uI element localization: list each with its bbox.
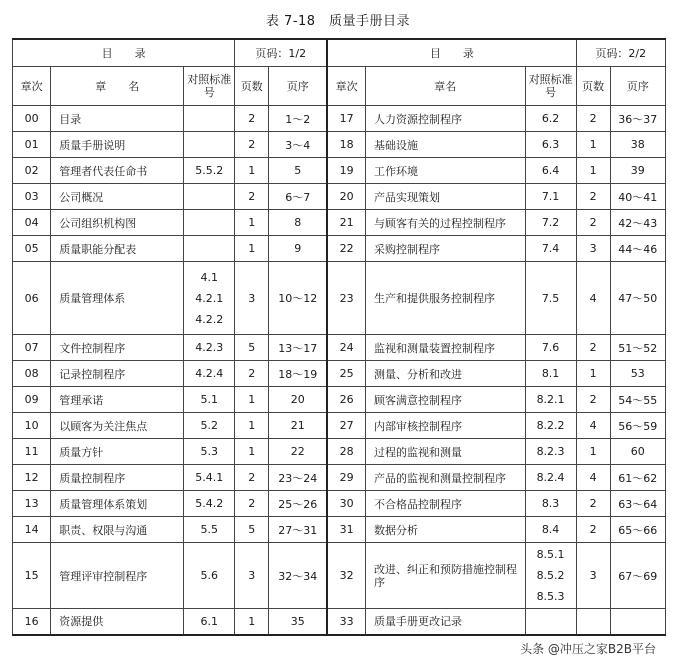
left-page-code: 页码：1/2 [235,39,328,67]
left-page-range: 21 [269,413,328,439]
left-chapter-name: 质量方针 [51,439,184,465]
right-section-label: 目 录 [327,39,576,67]
left-page-range: 6～7 [269,184,328,210]
left-page-range: 3～4 [269,132,328,158]
right-page-count: 1 [576,132,610,158]
right-standard-ref: 8.2.2 [525,413,576,439]
left-chapter-no: 05 [13,236,51,262]
left-standard-ref [184,132,235,158]
table-row [13,262,666,335]
left-page-count: 2 [235,132,269,158]
right-chapter-name: 与顾客有关的过程控制程序 [366,210,526,236]
right-chapter-name: 改进、纠正和预防措施控制程序 [366,543,526,609]
left-chapter-no: 08 [13,361,51,387]
right-page-count: 3 [576,543,610,609]
left-page-count: 2 [235,465,269,491]
left-page-count: 1 [235,158,269,184]
table-row [13,517,666,543]
right-page-range: 38 [610,132,665,158]
table-row [13,413,666,439]
right-chapter-name: 数据分析 [366,517,526,543]
left-chapter-no: 00 [13,106,51,132]
col-pages: 页数 [235,67,269,106]
left-chapter-name: 质量管理体系 [51,262,184,335]
left-standard-ref [184,106,235,132]
col-page-range: 页序 [610,67,665,106]
right-standard-ref: 7.1 [525,184,576,210]
left-chapter-name: 质量管理体系策划 [51,491,184,517]
left-page-count: 1 [235,236,269,262]
right-standard-ref: 7.4 [525,236,576,262]
left-page-range: 18～19 [269,361,328,387]
left-page-count: 1 [235,609,269,635]
standard-ref-item: 4.1 [200,270,218,284]
right-chapter-name: 过程的监视和测量 [366,439,526,465]
right-page-count: 2 [576,491,610,517]
col-pages: 页数 [576,67,610,106]
left-chapter-no: 03 [13,184,51,210]
toc-table [12,38,666,636]
right-page-count: 1 [576,439,610,465]
right-page-code: 页码：2/2 [576,39,665,67]
header-row-columns [13,67,666,106]
right-standard-ref [525,543,576,609]
right-chapter-no: 23 [327,262,365,335]
left-chapter-no: 15 [13,543,51,609]
table-row [13,609,666,635]
left-page-range: 25～26 [269,491,328,517]
left-page-count: 3 [235,262,269,335]
right-chapter-name: 人力资源控制程序 [366,106,526,132]
right-standard-ref [525,609,576,635]
left-chapter-name: 质量手册说明 [51,132,184,158]
right-standard-ref: 8.1 [525,361,576,387]
left-page-range: 35 [269,609,328,635]
left-chapter-name: 质量控制程序 [51,465,184,491]
right-chapter-name: 基础设施 [366,132,526,158]
right-page-range: 44～46 [610,236,665,262]
right-chapter-no: 33 [327,609,365,635]
right-page-count: 2 [576,517,610,543]
right-standard-ref: 6.2 [525,106,576,132]
left-chapter-name: 管理者代表任命书 [51,158,184,184]
left-standard-ref: 5.5 [184,517,235,543]
left-page-count: 1 [235,210,269,236]
watermark: 头条 @冲压之家B2B平台 [514,638,662,659]
left-standard-ref: 4.2.4 [184,361,235,387]
right-chapter-no: 24 [327,335,365,361]
right-standard-ref: 7.2 [525,210,576,236]
table-row [13,491,666,517]
col-standard-ref: 对照标准号 [525,67,576,106]
left-standard-ref: 5.1 [184,387,235,413]
left-standard-ref [184,184,235,210]
col-standard-ref: 对照标准号 [184,67,235,106]
left-chapter-no: 04 [13,210,51,236]
left-standard-ref: 5.6 [184,543,235,609]
left-standard-ref: 5.3 [184,439,235,465]
right-chapter-no: 29 [327,465,365,491]
left-chapter-no: 01 [13,132,51,158]
left-chapter-name: 管理评审控制程序 [51,543,184,609]
right-chapter-name: 监视和测量装置控制程序 [366,335,526,361]
left-page-range: 5 [269,158,328,184]
left-section-label: 目 录 [13,39,235,67]
right-chapter-no: 20 [327,184,365,210]
left-chapter-no: 11 [13,439,51,465]
right-standard-ref: 6.4 [525,158,576,184]
standard-ref-item: 4.2.2 [195,312,224,326]
right-page-range: 54～55 [610,387,665,413]
left-chapter-name: 以顾客为关注焦点 [51,413,184,439]
right-page-count: 2 [576,335,610,361]
left-standard-ref [184,236,235,262]
left-chapter-no: 02 [13,158,51,184]
right-page-count: 1 [576,361,610,387]
right-chapter-name: 产品的监视和测量控制程序 [366,465,526,491]
table-row [13,361,666,387]
right-chapter-no: 30 [327,491,365,517]
right-page-range: 61～62 [610,465,665,491]
left-chapter-name: 公司概况 [51,184,184,210]
right-page-count: 4 [576,413,610,439]
table-row [13,465,666,491]
right-page-range: 53 [610,361,665,387]
left-chapter-no: 07 [13,335,51,361]
left-chapter-name: 文件控制程序 [51,335,184,361]
left-chapter-no: 12 [13,465,51,491]
right-page-count: 2 [576,106,610,132]
left-chapter-no: 14 [13,517,51,543]
right-chapter-name: 顾客满意控制程序 [366,387,526,413]
right-chapter-name: 内部审核控制程序 [366,413,526,439]
right-standard-ref: 7.5 [525,262,576,335]
standard-ref-item: 8.5.1 [536,548,565,561]
right-chapter-no: 32 [327,543,365,609]
left-page-count: 1 [235,439,269,465]
left-page-range: 9 [269,236,328,262]
right-standard-ref: 8.2.4 [525,465,576,491]
left-chapter-name: 管理承诺 [51,387,184,413]
left-chapter-name: 质量职能分配表 [51,236,184,262]
right-page-count: 4 [576,465,610,491]
right-chapter-no: 22 [327,236,365,262]
right-page-range: 40～41 [610,184,665,210]
left-page-count: 3 [235,543,269,609]
left-page-count: 2 [235,184,269,210]
right-page-range: 65～66 [610,517,665,543]
right-page-range: 63～64 [610,491,665,517]
left-page-range: 13～17 [269,335,328,361]
right-chapter-no: 19 [327,158,365,184]
right-page-range: 36～37 [610,106,665,132]
left-standard-ref: 5.2 [184,413,235,439]
left-page-count: 1 [235,413,269,439]
left-chapter-no: 13 [13,491,51,517]
left-standard-ref: 5.4.2 [184,491,235,517]
left-chapter-name: 职责、权限与沟通 [51,517,184,543]
col-chapter-name: 章 名 [51,67,184,106]
table-row [13,387,666,413]
right-page-range: 67～69 [610,543,665,609]
table-row [13,439,666,465]
right-page-count: 4 [576,262,610,335]
right-chapter-name: 生产和提供服务控制程序 [366,262,526,335]
left-page-count: 2 [235,106,269,132]
right-page-range: 60 [610,439,665,465]
right-page-count: 2 [576,387,610,413]
table-row [13,236,666,262]
left-standard-ref: 5.4.1 [184,465,235,491]
table-row [13,210,666,236]
right-page-range [610,609,665,635]
table-row [13,543,666,609]
right-page-range: 42～43 [610,210,665,236]
table-row [13,132,666,158]
standard-ref-item: 8.5.3 [536,590,565,603]
left-page-range: 20 [269,387,328,413]
left-standard-ref: 5.5.2 [184,158,235,184]
left-chapter-name: 公司组织机构图 [51,210,184,236]
left-page-range: 8 [269,210,328,236]
col-chapter-no: 章次 [13,67,51,106]
standard-ref-item: 4.2.1 [195,291,224,305]
right-page-range: 47～50 [610,262,665,335]
right-page-range: 56～59 [610,413,665,439]
table-row [13,158,666,184]
left-chapter-name: 目录 [51,106,184,132]
right-standard-ref: 8.2.3 [525,439,576,465]
right-standard-ref: 8.3 [525,491,576,517]
left-page-range: 1～2 [269,106,328,132]
left-page-count: 5 [235,335,269,361]
table-title: 表 7-18 质量手册目录 [265,14,411,29]
right-chapter-name: 质量手册更改记录 [366,609,526,635]
right-page-count: 2 [576,184,610,210]
left-page-range: 22 [269,439,328,465]
left-chapter-no: 09 [13,387,51,413]
right-page-count: 2 [576,210,610,236]
right-chapter-no: 25 [327,361,365,387]
col-page-range: 页序 [269,67,328,106]
right-chapter-no: 21 [327,210,365,236]
right-chapter-no: 18 [327,132,365,158]
left-standard-ref [184,210,235,236]
right-chapter-no: 26 [327,387,365,413]
left-chapter-name: 记录控制程序 [51,361,184,387]
left-standard-ref: 6.1 [184,609,235,635]
right-page-count [576,609,610,635]
header-row-section [13,39,666,67]
right-standard-ref: 8.4 [525,517,576,543]
right-chapter-name: 不合格品控制程序 [366,491,526,517]
col-chapter-no: 章次 [327,67,365,106]
table-row [13,106,666,132]
right-chapter-name: 产品实现策划 [366,184,526,210]
left-page-range: 32～34 [269,543,328,609]
right-page-count: 3 [576,236,610,262]
table-row [13,184,666,210]
right-chapter-no: 27 [327,413,365,439]
left-page-range: 27～31 [269,517,328,543]
left-chapter-no: 16 [13,609,51,635]
right-page-count: 1 [576,158,610,184]
left-page-count: 1 [235,387,269,413]
left-page-count: 5 [235,517,269,543]
left-standard-ref: 4.2.3 [184,335,235,361]
right-standard-ref: 6.3 [525,132,576,158]
right-chapter-name: 测量、分析和改进 [366,361,526,387]
left-page-count: 2 [235,491,269,517]
right-chapter-name: 采购控制程序 [366,236,526,262]
right-chapter-no: 17 [327,106,365,132]
left-page-count: 2 [235,361,269,387]
right-page-range: 51～52 [610,335,665,361]
right-page-range: 39 [610,158,665,184]
left-standard-ref [184,262,235,335]
left-page-range: 10～12 [269,262,328,335]
table-row [13,335,666,361]
right-standard-ref: 8.2.1 [525,387,576,413]
right-chapter-no: 31 [327,517,365,543]
col-chapter-name: 章名 [366,67,526,106]
left-page-range: 23～24 [269,465,328,491]
left-chapter-no: 10 [13,413,51,439]
left-chapter-no: 06 [13,262,51,335]
left-chapter-name: 资源提供 [51,609,184,635]
right-chapter-name: 工作环境 [366,158,526,184]
right-standard-ref: 7.6 [525,335,576,361]
standard-ref-item: 8.5.2 [536,569,565,582]
right-chapter-no: 28 [327,439,365,465]
